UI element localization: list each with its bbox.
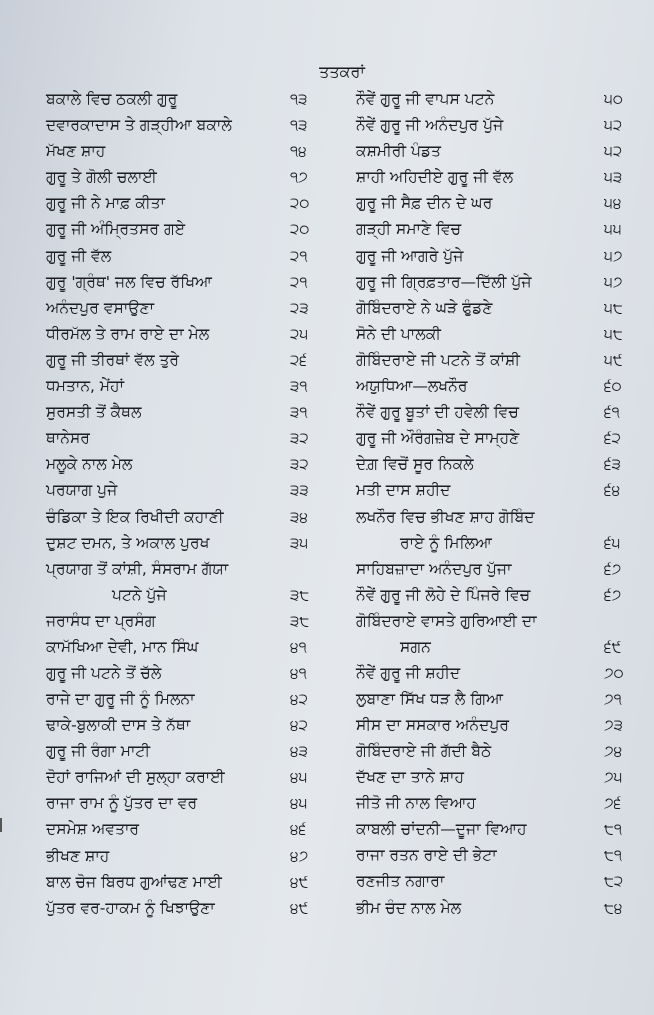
entry-title: ਗੁਰੂ ਜੀ ਅੰਮ੍ਰਿਤਸਰ ਗਏ [46, 220, 186, 239]
entry-title: ਰਾਜਾ ਰਾਮ ਨੂੰ ਪੁੱਤਰ ਦਾ ਵਰ [46, 794, 198, 813]
entry-page-number: ੧੭ [290, 168, 308, 187]
contents-entry [46, 895, 342, 921]
entry-title: ਸੁਰਸਤੀ ਤੋਂ ਕੈਥਲ [46, 403, 142, 422]
contents-entry [46, 556, 342, 608]
entry-page-number: ੫੮ [604, 324, 623, 343]
contents-entry [46, 634, 342, 660]
entry-title: ਗੁਰੂ ਜੀ ਨੇ ਮਾਫ਼ ਕੀਤਾ [46, 194, 165, 213]
contents-entry [356, 321, 646, 347]
entry-page-number: ੨੫ [290, 324, 309, 343]
entry-page-number: ੫੭ [604, 246, 623, 265]
entry-title: ਦੋਹਾਂ ਰਾਜਿਆਂ ਦੀ ਸੁਲ੍ਹਾ ਕਰਾਈ [46, 768, 225, 787]
contents-entry [356, 738, 646, 764]
entry-page-number: ੭੬ [604, 794, 622, 813]
contents-entry [46, 164, 342, 190]
entry-page-number: ੮੧ [604, 820, 623, 839]
contents-entry [356, 138, 646, 164]
contents-entry [46, 738, 342, 764]
contents-entry [46, 190, 342, 216]
entry-title: ਗੋਬਿੰਦਰਾਏ ਜੀ ਪਟਨੇ ਤੋਂ ਕਾਂਸ਼ੀ [356, 350, 521, 369]
entry-page-number: ੫੪ [604, 194, 622, 213]
entry-page-number: ੧੩ [290, 116, 308, 135]
entry-page-number: ੪੩ [290, 742, 308, 761]
contents-entry [356, 347, 646, 373]
contents-entry [46, 764, 342, 790]
page-title: ਤਤਕਰਾਂ [319, 62, 365, 81]
contents-entry [356, 895, 646, 921]
contents-entry [356, 243, 646, 269]
entry-page-number: ੪੯ [290, 898, 309, 917]
entry-title: ਨੌਵੇਂ ਗੁਰੂ ਬੂਤਾਂ ਦੀ ਹਵੇਲੀ ਵਿਚ [356, 403, 519, 422]
entry-title: ਜੀਤੋ ਜੀ ਨਾਲ ਵਿਆਹ [356, 794, 476, 813]
contents-entry [46, 477, 342, 503]
entry-title: ਬਾਲ ਚੋਜ ਬਿਰਧ ਗੁਆਂਢਣ ਮਾਈ [46, 872, 222, 891]
entry-title: ਸੀਸ ਦਾ ਸਸਕਾਰ ਅਨੰਦਪੁਰ [356, 715, 509, 734]
entry-page-number: ੬੨ [604, 429, 621, 448]
entry-title: ਕਸ਼ਮੀਰੀ ਪੰਡਤ [356, 142, 441, 161]
contents-entry [356, 190, 646, 216]
entry-title: ਜਰਾਸੰਧ ਦਾ ਪ੍ਰਸੰਗ [46, 611, 156, 630]
contents-entry [46, 712, 342, 738]
entry-title: ਢਾਕੇ-ਬੁਲਾਕੀ ਦਾਸ ਤੇ ਨੱਥਾ [46, 716, 191, 735]
entry-title: ਮੱਖਣ ਸ਼ਾਹ [46, 142, 106, 161]
entry-page-number: ੧੪ [290, 142, 307, 161]
entry-title-continued: ਸਗਨ [400, 637, 431, 656]
contents-entry [46, 295, 342, 321]
contents-entry [356, 790, 646, 816]
entry-page-number: ੩੮ [290, 611, 310, 630]
entry-title: ਭੀਖਣ ਸ਼ਾਹ [46, 846, 110, 865]
entry-title: ਚੰਡਿਕਾ ਤੇ ਇਕ ਰਿਖੀਦੀ ਕਹਾਣੀ [46, 507, 224, 526]
entry-title: ਕਾਬਲੀ ਚਾਂਦਨੀ—ਦੂਜਾ ਵਿਆਹ [356, 820, 527, 839]
contents-entry [46, 425, 342, 451]
contents-entry [46, 373, 342, 399]
entry-page-number: ੭੪ [604, 741, 623, 760]
entry-title: ਬਕਾਲੇ ਵਿਚ ਠਕਲੀ ਗੁਰੂ [46, 90, 178, 108]
entry-title: ਪ੍ਰਯਾਗ ਤੋਂ ਕਾਂਸ਼ੀ, ਸੰਸਰਾਮ ਗੱਯਾ [46, 559, 229, 578]
entry-title: ਗੁਰੂ ਤੇ ਗੋਲੀ ਚਲਾਈ [46, 168, 157, 187]
entry-title: ਗੜ੍ਹੀ ਸਮਾਣੇ ਵਿਚ [356, 220, 462, 239]
entry-page-number: ੫੯ [604, 350, 623, 369]
entry-title: ਸਾਹਿਬਜ਼ਾਦਾ ਅਨੰਦਪੁਰ ਪੁੱਜਾ [356, 559, 512, 578]
entry-page-number: ੩੫ [290, 533, 309, 552]
entry-page-number: ੪੭ [290, 846, 309, 865]
entry-title: ਗੁਰੂ ਜੀ ਪਟਨੇ ਤੋਂ ਚੱਲੇ [46, 663, 162, 682]
entry-title: ਗੁਰੂ ਜੀ ਵੱਲ [46, 246, 112, 265]
entry-page-number: ੪੧ [290, 637, 307, 656]
entry-title: ਧੀਰਮੱਲ ਤੇ ਰਾਮ ਰਾਏ ਦਾ ਮੇਲ [46, 324, 210, 343]
entry-title: ਸੋਨੇ ਦੀ ਪਾਲਕੀ [356, 324, 441, 343]
entry-page-number: ੬੪ [604, 481, 621, 500]
contents-entry [46, 869, 342, 895]
contents-entry [46, 243, 342, 269]
entry-page-number: ੬੫ [604, 533, 621, 552]
contents-entry [356, 842, 646, 868]
entry-title: ਨੌਵੇਂ ਗੁਰੂ ਜੀ ਸ਼ਹੀਦ [356, 663, 461, 682]
entry-page-number: ੫੦ [604, 90, 623, 108]
entry-title: ਗੋਬਿੰਦਰਾਏ ਨੇ ਘੜੇ ਫੁੰਡਣੇ [356, 298, 493, 317]
entry-page-number: ੩੪ [290, 507, 308, 526]
entry-page-number: ੫੩ [604, 168, 623, 187]
entry-page-number: ੩੮ [290, 585, 310, 604]
entry-title: ਦੇਗ਼ ਵਿਚੋਂ ਸੂਰ ਨਿਕਲੇ [356, 455, 474, 474]
entry-page-number: ੨੧ [290, 246, 308, 265]
contents-left-column [46, 86, 342, 921]
margin-mark [0, 818, 2, 832]
entry-page-number: ੮੨ [604, 872, 624, 891]
entry-page-number: ੬੩ [604, 455, 621, 474]
entry-page-number: ੬੭ [604, 559, 622, 578]
contents-right-column [356, 86, 646, 921]
contents-entry [356, 164, 646, 190]
entry-title: ਪਰਯਾਗ ਪੁਜੇ [46, 481, 118, 500]
entry-title: ਗੋਬਿੰਦਰਾਏ ਵਾਸਤੇ ਗੁਰਿਆਈ ਦਾ [356, 611, 537, 630]
contents-entry [356, 660, 646, 686]
entry-page-number: ੨੦ [290, 220, 310, 239]
entry-page-number: ੮੧ [604, 846, 623, 865]
entry-title: ਨੌਵੇਂ ਗੁਰੂ ਜੀ ਲੋਹੇ ਦੇ ਪਿੰਜਰੇ ਵਿਚ [356, 585, 531, 604]
contents-entry [356, 399, 646, 425]
contents-entry [46, 451, 342, 477]
entry-title: ਗੁਰੂ ਜੀ ਔਰੰਗਜ਼ੇਬ ਦੇ ਸਾਮ੍ਹਣੇ [356, 429, 520, 448]
entry-page-number: ੩੨ [290, 455, 309, 474]
entry-title: ਲਖਨੌਰ ਵਿਚ ਭੀਖਣ ਸ਼ਾਹ ਗੋਬਿੰਦ [356, 507, 535, 526]
contents-entry [46, 504, 342, 530]
entry-title: ਲੁਬਾਣਾ ਸਿੱਖ ਧੜ ਲੈ ਗਿਆ [356, 689, 503, 708]
contents-entry [356, 295, 646, 321]
contents-entry [46, 660, 342, 686]
entry-title: ਮਲੂਕੇ ਨਾਲ ਮੇਲ [46, 455, 133, 474]
contents-entry [46, 608, 342, 634]
entry-page-number: ੫੭ [604, 272, 623, 291]
entry-page-number: ੫੫ [604, 220, 622, 239]
contents-entry [46, 269, 342, 295]
entry-title: ਰਣਜੀਤ ਨਗਾਰਾ [356, 872, 445, 891]
entry-page-number: ੪੨ [290, 716, 308, 735]
contents-entry [356, 504, 646, 556]
entry-title: ਅਯੁਧਿਆ—ਲਖਨੌਰ [356, 377, 468, 396]
entry-page-number: ੩੨ [290, 429, 309, 448]
entry-title: ਗੁਰੂ ਜੀ ਸੈਫ਼ ਦੀਨ ਦੇ ਘਰ [356, 194, 493, 213]
contents-entry [46, 399, 342, 425]
entry-title-continued: ਪਟਨੇ ਪੁੱਜੇ [112, 585, 167, 604]
contents-entry [356, 451, 646, 477]
contents-entry [46, 112, 342, 138]
entry-page-number: ੪੯ [290, 872, 309, 891]
contents-entry [356, 373, 646, 399]
entry-title: ਕਾਮੱਖਿਆ ਦੇਵੀ, ਮਾਨ ਸਿੰਘ [46, 637, 199, 656]
contents-entry [46, 138, 342, 164]
entry-title: ਦੱਖਣ ਦਾ ਤਾਨੇ ਸ਼ਾਹ [356, 768, 464, 787]
contents-entry [46, 790, 342, 816]
entry-title: ਗੁਰੂ ਜੀ ਆਗਰੇ ਪੁੱਜੇ [356, 246, 464, 265]
entry-page-number: ੫੮ [604, 298, 623, 317]
contents-entry [46, 686, 342, 712]
contents-entry [356, 425, 646, 451]
entry-page-number: ੩੧ [290, 403, 308, 422]
contents-entry [46, 530, 342, 556]
entry-title: ਗੁਰੂ ਜੀ ਰੰਗਾ ਮਾਟੀ [46, 742, 151, 761]
contents-entry [356, 86, 646, 112]
entry-title: ਗੁਰੂ 'ਗ੍ਰੰਥ' ਜਲ ਵਿਚ ਰੱਖਿਆ [46, 272, 212, 291]
entry-title: ਨੌਵੇਂ ਗੁਰੂ ਜੀ ਵਾਪਸ ਪਟਨੇ [356, 90, 495, 108]
entry-title: ਰਾਜੇ ਦਾ ਗੁਰੂ ਜੀ ਨੂੰ ਮਿਲਨਾ [46, 689, 195, 708]
contents-entry [356, 816, 646, 842]
contents-entry [46, 321, 342, 347]
contents-entry [46, 347, 342, 373]
entry-page-number: ੧੩ [290, 90, 308, 108]
entry-page-number: ੨੩ [290, 298, 309, 317]
entry-page-number: ੩੧ [290, 377, 308, 396]
entry-title: ਦੁਸ਼ਟ ਦਮਨ, ਤੇ ਅਕਾਲ ਪੁਰਖ [46, 533, 210, 552]
entry-page-number: ੭੩ [604, 715, 624, 734]
entry-title: ਗੁਰੂ ਜੀ ਗ੍ਰਿਫ਼ਤਾਰ—ਦਿੱਲੀ ਪੁੱਜੇ [356, 272, 532, 291]
entry-title-continued: ਰਾਏ ਨੂੰ ਮਿਲਿਆ [400, 533, 492, 552]
entry-title: ਥਾਨੇਸਰ [46, 429, 90, 448]
entry-page-number: ੨੬ [290, 350, 307, 369]
contents-entry [356, 216, 646, 242]
entry-title: ਨੌਵੇਂ ਗੁਰੂ ਜੀ ਅਨੰਦਪੁਰ ਪੁੱਜੇ [356, 116, 504, 135]
entry-title: ਗੁਰੂ ਜੀ ਤੀਰਥਾਂ ਵੱਲ ਤੁਰੇ [46, 350, 180, 369]
entry-title: ਧਮਤਾਨ, ਮੇਂਹਾਂ [46, 377, 124, 396]
contents-entry [46, 843, 342, 869]
entry-page-number: ੬੦ [604, 377, 622, 396]
contents-entry [356, 269, 646, 295]
entry-page-number: ੨੦ [290, 194, 310, 213]
contents-entry [356, 477, 646, 503]
entry-page-number: ੮੪ [604, 898, 623, 917]
entry-title: ਦਸਮੇਸ਼ ਅਵਤਾਰ [46, 820, 140, 839]
entry-title: ਸ਼ਾਹੀ ਅਹਿਦੀਏ ਗੁਰੂ ਜੀ ਵੱਲ [356, 168, 514, 187]
contents-entry [46, 816, 342, 842]
entry-page-number: ੩੩ [290, 481, 309, 500]
entry-title: ਪੁੱਤਰ ਵਰ-ਹਾਕਮ ਨੂੰ ਖਿਝਾਉਣਾ [46, 898, 215, 917]
entry-page-number: ੨੧ [290, 272, 308, 291]
contents-entry [356, 868, 646, 894]
contents-entry [356, 608, 646, 660]
entry-page-number: ੬੭ [604, 585, 622, 604]
contents-entry [356, 712, 646, 738]
entry-title: ਮਤੀ ਦਾਸ ਸ਼ਹੀਦ [356, 481, 451, 500]
entry-page-number: ੭੦ [604, 663, 624, 682]
entry-page-number: ੬੯ [604, 637, 622, 656]
entry-page-number: ੪੬ [290, 820, 307, 839]
entry-title: ਦਵਾਰਕਾਦਾਸ ਤੇ ਗੜ੍ਹੀਆ ਬਕਾਲੇ [46, 116, 232, 135]
entry-title: ਭੀਮ ਚੰਦ ਨਾਲ ਮੇਲ [356, 898, 462, 917]
entry-page-number: ੪੧ [290, 663, 307, 682]
entry-title: ਅਨੰਦਪੁਰ ਵਸਾਉਣਾ [46, 298, 155, 317]
entry-page-number: ੬੧ [604, 403, 620, 422]
entry-page-number: ੪੫ [290, 794, 308, 813]
entry-page-number: ੫੨ [604, 116, 623, 135]
contents-entry [356, 556, 646, 582]
contents-entry [46, 216, 342, 242]
contents-entry [356, 764, 646, 790]
entry-page-number: ੭੫ [604, 768, 623, 787]
entry-title: ਗੋਬਿੰਦਰਾਏ ਜੀ ਗੱਦੀ ਬੈਠੇ [356, 741, 492, 760]
contents-entry [356, 582, 646, 608]
contents-entry [356, 112, 646, 138]
contents-entry [356, 686, 646, 712]
entry-page-number: ੪੫ [290, 768, 308, 787]
entry-page-number: ੫੨ [604, 142, 623, 161]
entry-title: ਰਾਜਾ ਰਤਨ ਰਾਏ ਦੀ ਭੇਟਾ [356, 846, 497, 865]
entry-page-number: ੪੨ [290, 689, 308, 708]
entry-page-number: ੭੧ [604, 689, 622, 708]
contents-entry [46, 86, 342, 112]
